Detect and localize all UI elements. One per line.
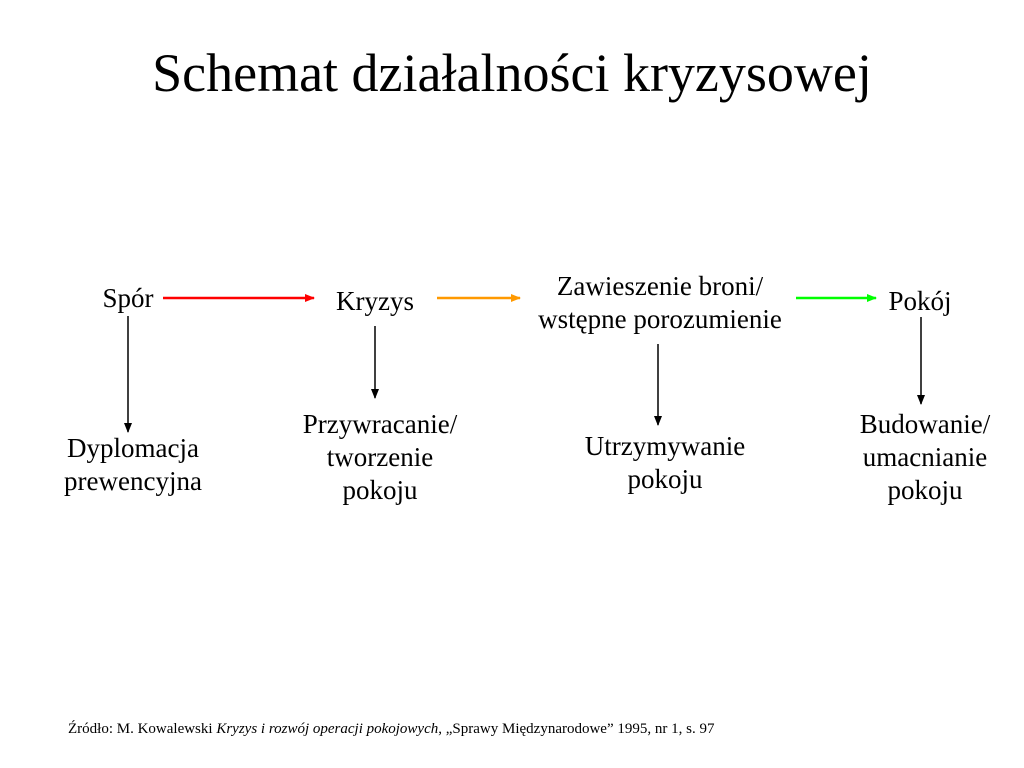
source-suffix: , „Sprawy Międzynarodowe” 1995, nr 1, s. 97 [438, 721, 715, 737]
source-citation [68, 719, 714, 739]
stage-spor [78, 282, 178, 315]
activity-utrzymywanie-pokoju [545, 430, 785, 496]
stage-kryzys [315, 285, 435, 318]
source-book-title: Kryzys i rozwój operacji pokojowych [216, 721, 439, 737]
activity-dyplomacja-prewencyjna [28, 432, 238, 498]
activity-przywracanie-line-2: tworzenie [326, 442, 434, 472]
activity-przywracanie-pokoju [265, 408, 495, 507]
stage-pokoj-line-1: Pokój [888, 286, 952, 316]
stage-pokoj [870, 285, 970, 318]
activity-budowanie-pokoju [830, 408, 1020, 507]
source-prefix: Źródło: M. Kowalewski [68, 721, 217, 737]
activity-budowanie-line-3: pokoju [887, 475, 963, 505]
slide-title: Schemat działalności kryzysowej [152, 43, 872, 103]
stage-zawieszenie-line-2: wstępne porozumienie [538, 304, 782, 334]
activity-przywracanie-line-3: pokoju [342, 475, 418, 505]
activity-dyplomacja-line-1: Dyplomacja [67, 433, 199, 463]
stage-zawieszenie-line-1: Zawieszenie broni/ [556, 271, 764, 301]
activity-utrzymywanie-line-1: Utrzymywanie [584, 431, 746, 461]
stage-zawieszenie [495, 270, 825, 336]
stage-kryzys-line-1: Kryzys [336, 286, 414, 316]
activity-budowanie-line-2: umacnianie [862, 442, 988, 472]
activity-dyplomacja-line-2: prewencyjna [64, 466, 202, 496]
activity-budowanie-line-1: Budowanie/ [859, 409, 991, 439]
activity-przywracanie-line-1: Przywracanie/ [302, 409, 458, 439]
activity-utrzymywanie-line-2: pokoju [627, 464, 703, 494]
stage-spor-line-1: Spór [102, 283, 154, 313]
